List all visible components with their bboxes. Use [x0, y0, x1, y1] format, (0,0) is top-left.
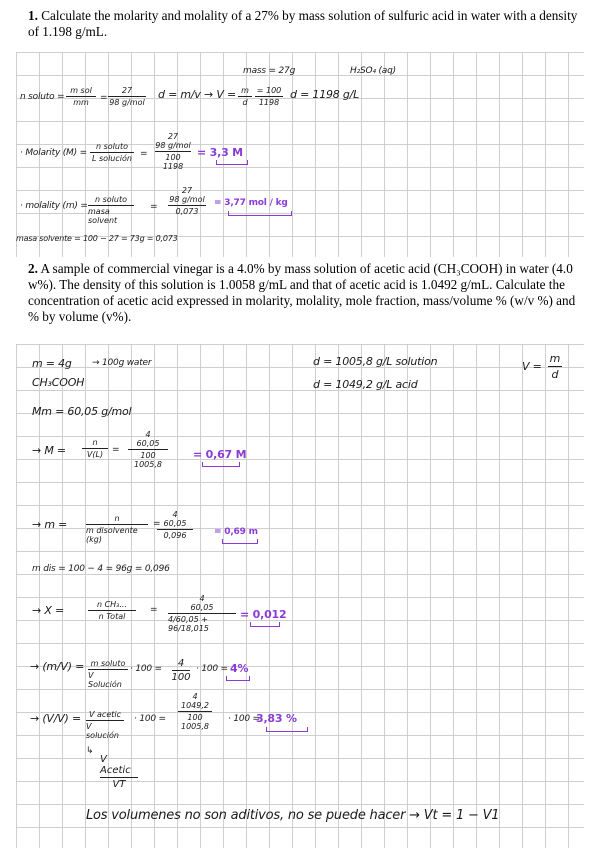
note-mass: mass = 27g [243, 66, 296, 76]
frac-vv: 4 1049,2 100 1005,8 [178, 692, 212, 731]
note-d-acid: d = 1049,2 g/L acid [313, 378, 418, 391]
note-wv-label: → (m/V) = [30, 660, 85, 673]
wv-result: 4% [230, 662, 249, 675]
problem-1-number: 1. [28, 8, 38, 23]
mole-fraction-result: = 0,012 [240, 608, 287, 621]
note-m-label: → m = [32, 518, 68, 531]
frac-molarity: 27 98 g/mol 100 1198 [155, 132, 191, 171]
note-molarity-label: · Molarity (M) = [20, 148, 87, 158]
molality-result-2: = 0,69 m [214, 527, 258, 537]
problem-2-number: 2. [28, 261, 38, 276]
note-mm: Mm = 60,05 g/mol [32, 405, 132, 418]
problem-2-statement [28, 261, 584, 325]
note-d-solution: d = 1005,8 g/L solution [313, 355, 438, 368]
molarity-result: = 3,3 M [197, 146, 243, 159]
note-m-4g: m = 4g [32, 357, 72, 370]
frac-m-mm: m sol mm [66, 86, 96, 107]
note-d-val: d = 1198 g/L [290, 88, 360, 101]
frac-m: 4 60,05 0,096 [157, 510, 193, 540]
note-m-dis: m dis = 100 − 4 = 96g = 0,096 [32, 564, 170, 574]
note-molality-label: · molality (m) = [20, 201, 88, 211]
problem-2-text: A sample of commercial vinegar is a 4.0% by mass solution of acetic acid (CH₃COOH) in water (4.0 w%). The density of this solution is 1.0058 g/mL and that of acetic acid is 1.0492 g/mL. Calculate the concentration of acetic acid expressed in molarity, molality, mole fraction, mass/volume % (w/v %) and % by volume (v%). [28, 261, 576, 324]
note-d-eq: d = m/v → V = [158, 88, 236, 101]
note-formula-2: CH₃COOH [32, 376, 85, 389]
frac-vacetic-vt: V Acetic VT [100, 754, 138, 790]
note-M-label: → M = [32, 444, 66, 457]
note-n-solute: n soluto = [20, 92, 65, 102]
problem-1-text: Calculate the molarity and molality of a 27% by mass solution of sulfuric acid in water with a density of 1.198 g/mL. [28, 8, 578, 39]
note-mass-solvent: masa solvente = 100 − 27 = 73g = 0,073 [16, 234, 178, 243]
vv-result: 3,83 % [256, 712, 297, 725]
note-conclusion: Los volumenes no son aditivos, no se puede hacer → Vt = 1 − V1 [86, 808, 500, 823]
note-vv-label: → (V/V) = [30, 712, 81, 725]
frac-27-98: 27 98 g/mol [109, 86, 145, 107]
problem-1-statement [28, 8, 584, 40]
frac-x: 4 60,05 4/60,05 + 96/18,015 [168, 594, 236, 633]
note-formula: H₂SO₄ (aq) [350, 66, 396, 76]
molality-result: = 3,77 mol / kg [214, 198, 288, 208]
note-water: → 100g water [92, 358, 152, 368]
note-x-label: → X = [32, 604, 64, 617]
molarity-result-2: = 0,67 M [193, 448, 247, 461]
frac-M: 4 60,05 100 1005,8 [128, 430, 168, 469]
frac-molality: 27 98 g/mol 0,073 [169, 186, 205, 216]
